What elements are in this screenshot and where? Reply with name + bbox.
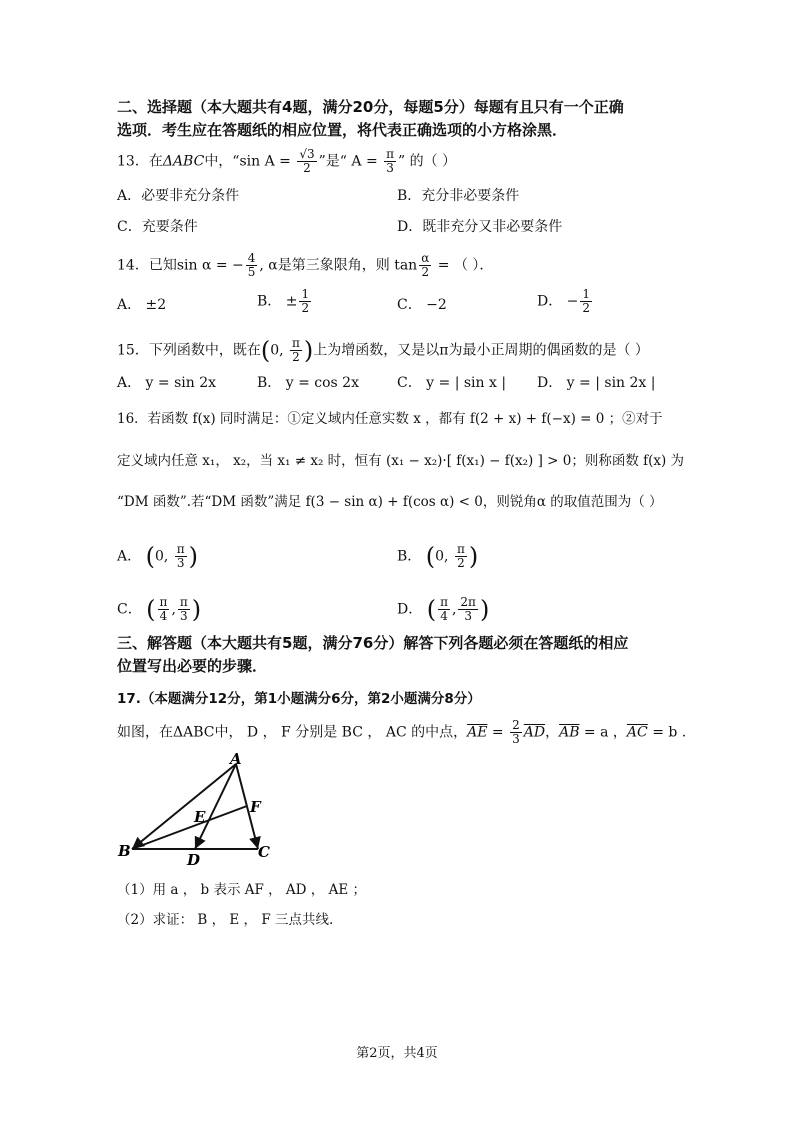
question-17-stem: 如图，在ΔABC中， D ， F 分别是 BC ， AC 的中点，$\overline{AE}$ = $\frac{2}{3}$ $\overline{AD}$，$\overline{AB} = a$ ，$\overline{AC} = b$ . [117, 718, 687, 746]
question-14-stem: 14．已知sin α = − $\frac{4}{5}$ , α是第三象限角，则 tan $\frac{\alpha}{2}$ = （ ）． [117, 251, 494, 279]
label-b: B [118, 842, 131, 860]
question-17-header: 17.（本题满分12分，第1小题满分6分，第2小题满分8分） [117, 691, 481, 707]
question-16-option-b[interactable]: B． (0, $\frac{\pi}{2}$ ) [397, 542, 479, 571]
section-2-title-line2: 选项．考生应在答题纸的相应位置，将代表正确选项的小方格涂黑． [117, 121, 568, 139]
question-14-option-a[interactable]: A． ±2 [117, 297, 167, 313]
question-15-option-b[interactable]: B． y = cos 2x [257, 375, 359, 391]
question-15-option-d[interactable]: D． y = | sin 2x | [537, 375, 656, 391]
question-17-part-1: （1）用 a ， b 表示 AF ， AD ， AE ； [117, 882, 366, 898]
question-16-option-a[interactable]: A． (0, $\frac{\pi}{3}$ ) [117, 542, 199, 571]
section-2-title-line1: 二、选择题（本大题共有4题，满分20分，每题5分）每题有且只有一个正确 [117, 98, 624, 116]
question-15-stem: 15．下列函数中，既在(0, $\frac{\pi}{2}$ )上为增函数，又是以π为最小正周期的偶函数的是（ ） [117, 336, 649, 365]
question-14-option-c[interactable]: C． −2 [397, 297, 447, 313]
question-13-option-d[interactable]: D．既非充分又非必要条件 [397, 219, 563, 235]
segment-bf [132, 806, 247, 849]
label-a: A [230, 750, 242, 768]
question-13-option-a[interactable]: A．必要非充分条件 [117, 188, 240, 204]
question-16-line1: 16．若函数 f(x) 同时满足：①定义域内任意实数 x ，都有 f(2 + x) + f(−x) = 0 ；②对于 [117, 411, 663, 427]
triangle-figure [110, 750, 290, 870]
label-c: C [258, 843, 270, 861]
question-16-option-c[interactable]: C． ( $\frac{\pi}{4}$ , $\frac{\pi}{3}$ ) [117, 595, 202, 624]
page-footer: 第2页，共4页 [356, 1046, 438, 1061]
question-16-option-d[interactable]: D． ( $\frac{\pi}{4}$ , $\frac{2\pi}{3}$ ) [397, 595, 490, 624]
question-13-option-b[interactable]: B．充分非必要条件 [397, 188, 520, 204]
question-17-part-2: （2）求证： B ， E ， F 三点共线. [117, 912, 334, 928]
question-16-line2: 定义域内任意 x₁， x₂，当 x₁ ≠ x₂ 时，恒有 (x₁ − x₂)·[ f(x₁) − f(x₂) ] > 0；则称函数 f(x) 为 [117, 453, 685, 469]
question-13-option-c[interactable]: C．充要条件 [117, 219, 198, 235]
question-16-line3: “DM 函数”.若“DM 函数”满足 f(3 − sin α) + f(cos α) < 0，则锐角α 的取值范围为（ ） [117, 494, 663, 510]
section-3-title-line2: 位置写出必要的步骤． [117, 657, 268, 675]
median-ad [195, 764, 236, 849]
label-d: D [187, 851, 201, 869]
side-ab [132, 764, 236, 849]
section-3-title-line1: 三、解答题（本大题共有5题，满分76分）解答下列各题必须在答题纸的相应 [117, 634, 629, 652]
question-14-option-b[interactable]: B． ± $\frac{1}{2}$ [257, 287, 310, 315]
question-15-option-c[interactable]: C． y = | sin x | [397, 375, 507, 391]
question-13-stem: 13．在ΔABC中，“sin A = $\frac{√3}{2}$ ”是“ A = $\frac{\pi}{3}$ ” 的（ ） [117, 147, 457, 175]
question-15-option-a[interactable]: A． y = sin 2x [117, 375, 217, 391]
question-14-option-d[interactable]: D． − $\frac{1}{2}$ [537, 287, 591, 315]
label-e: E [194, 808, 206, 826]
label-f: F [250, 798, 261, 816]
